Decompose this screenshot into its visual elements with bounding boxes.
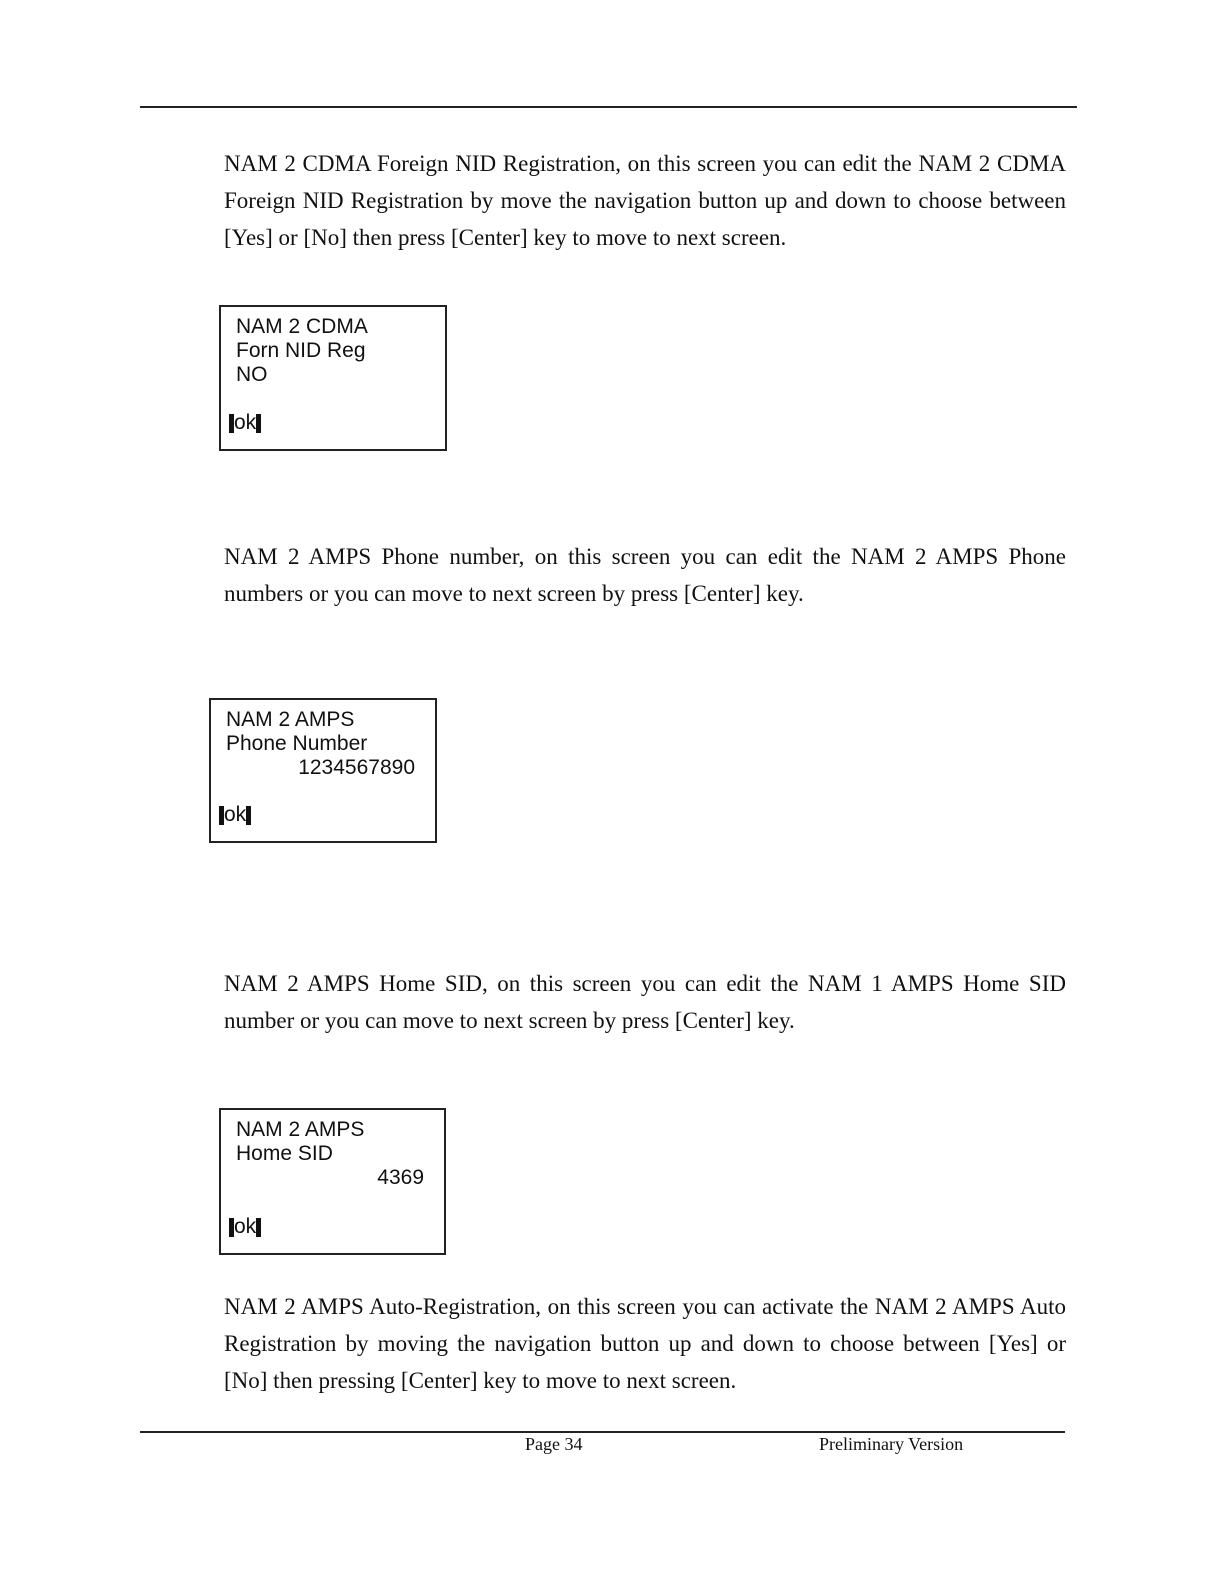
lcd-line-1: NAM 2 AMPS <box>226 708 355 731</box>
lcd-line-1: NAM 2 CDMA <box>236 315 368 338</box>
softkey-label: ok <box>234 411 257 434</box>
lcd-line-3: NO <box>236 363 268 386</box>
softkey-right-bar <box>256 1218 261 1237</box>
lcd-home-sid-value: 4369 <box>377 1166 424 1189</box>
lcd-screen-amps-phone-number <box>209 698 437 843</box>
softkey-right-bar <box>246 806 251 825</box>
section-1-text: NAM 2 CDMA Foreign NID Registration, on this screen you can edit the NAM 2 CDMA Foreign NID Registration by move the navigation button up and down to choose between [Yes] or [No] then press [Center] key to move to next screen. <box>224 151 1066 250</box>
ok-softkey <box>219 803 251 827</box>
section-3-text: NAM 2 AMPS Home SID, on this screen you can edit the NAM 1 AMPS Home SID number or you can move to next screen by press [Center] key. <box>224 971 1066 1033</box>
footer-rule <box>140 1431 1065 1433</box>
page-number: Page 34 <box>525 1434 583 1454</box>
softkey-label: ok <box>224 803 247 826</box>
lcd-line-2: Forn NID Reg <box>236 339 366 362</box>
header-rule <box>140 106 1077 108</box>
section-4-text: NAM 2 AMPS Auto-Registration, on this screen you can activate the NAM 2 AMPS Auto Registration by moving the navigation button up and down to choose between [Yes] or [No] then pressing [Center] key to move to next screen. <box>224 1294 1066 1393</box>
ok-softkey <box>229 411 261 435</box>
lcd-line-2: Home SID <box>236 1142 333 1165</box>
ok-softkey <box>229 1215 261 1239</box>
lcd-line-1: NAM 2 AMPS <box>236 1118 365 1141</box>
lcd-screen-amps-home-sid <box>219 1108 446 1255</box>
section-2-text: NAM 2 AMPS Phone number, on this screen you can edit the NAM 2 AMPS Phone numbers or you can move to next screen by press [Center] key. <box>224 544 1066 606</box>
version-label: Preliminary Version <box>819 1434 964 1454</box>
lcd-screen-cdma-forn-nid-reg <box>219 305 447 451</box>
lcd-phone-number-value: 1234567890 <box>298 756 415 779</box>
softkey-label: ok <box>234 1215 257 1238</box>
lcd-line-2: Phone Number <box>226 732 368 755</box>
softkey-right-bar <box>256 414 261 433</box>
